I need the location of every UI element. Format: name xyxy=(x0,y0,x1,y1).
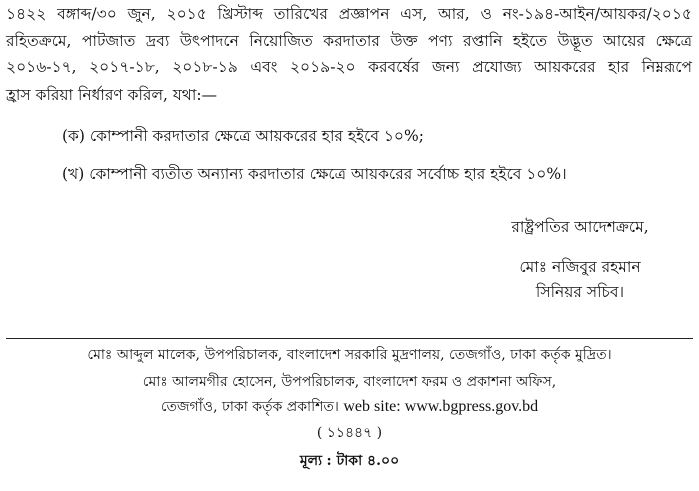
list-item-ka: (ক) কোম্পানী করদাতার ক্ষেত্রে আয়করের হার হইবে ১০%; xyxy=(62,127,424,145)
footer-price-value: : টাকা ৪.০০ xyxy=(326,453,400,469)
footer-printed-by: মোঃ আব্দুল মালেক, উপপরিচালক, বাংলাদেশ সরকারি মুদ্রণালয়, তেজগাঁও, ঢাকা কর্তৃক মুদ্রিত। xyxy=(87,347,612,363)
paragraph-line-4: হ্রাস করিয়া নির্ধারণ করিল, যথা:— xyxy=(6,86,218,104)
paragraph-line-3: ২০১৬-১৭, ২০১৭-১৮, ২০১৮-১৯ এবং ২০১৯-২০ করবর্ষের জন্য প্রযোজ্য আয়করের হার নিম্নরূপে xyxy=(6,58,692,76)
footer-price xyxy=(0,452,699,470)
list-item-kha: (খ) কোম্পানী ব্যতীত অন্যান্য করদাতার ক্ষেত্রে আয়করের সর্বোচ্চ হার হইবে ১০%। xyxy=(62,165,567,183)
signatory-name: মোঃ নজিবুর রহমান xyxy=(519,258,641,276)
order-line: রাষ্ট্রপতির আদেশক্রমে, xyxy=(511,218,649,236)
paragraph-line-2: রহিতক্রমে, পাটজাত দ্রব্য উৎপাদনে নিয়োজিত করদাতার উক্ত পণ্য রপ্তানি হইতে উদ্ভূত আয়ের ক্ষেত্রে xyxy=(6,32,692,50)
footer-published-by: মোঃ আলমগীর হোসেন, উপপরিচালক, বাংলাদেশ ফরম ও প্রকাশনা অফিস, xyxy=(142,374,557,390)
footer-price-label: মূল্য xyxy=(299,453,323,469)
footer-divider xyxy=(6,338,693,339)
signatory-designation: সিনিয়র সচিব। xyxy=(535,283,625,301)
paragraph-line-1: ১৪২২ বঙ্গাব্দ/৩০ জুন, ২০১৫ খ্রিস্টাব্দ তারিখের প্রজ্ঞাপন এস, আর, ও নং-১৯৪-আইন/আয়কর/২০১৫ xyxy=(6,5,692,23)
footer-published-line xyxy=(0,398,699,416)
footer-serial: ( ১১৪৪৭ ) xyxy=(316,425,383,441)
footer-website: web site: www.bgpress.gov.bd xyxy=(343,398,539,415)
footer-published-place: তেজগাঁও, ঢাকা কর্তৃক প্রকাশিত। xyxy=(160,399,339,415)
